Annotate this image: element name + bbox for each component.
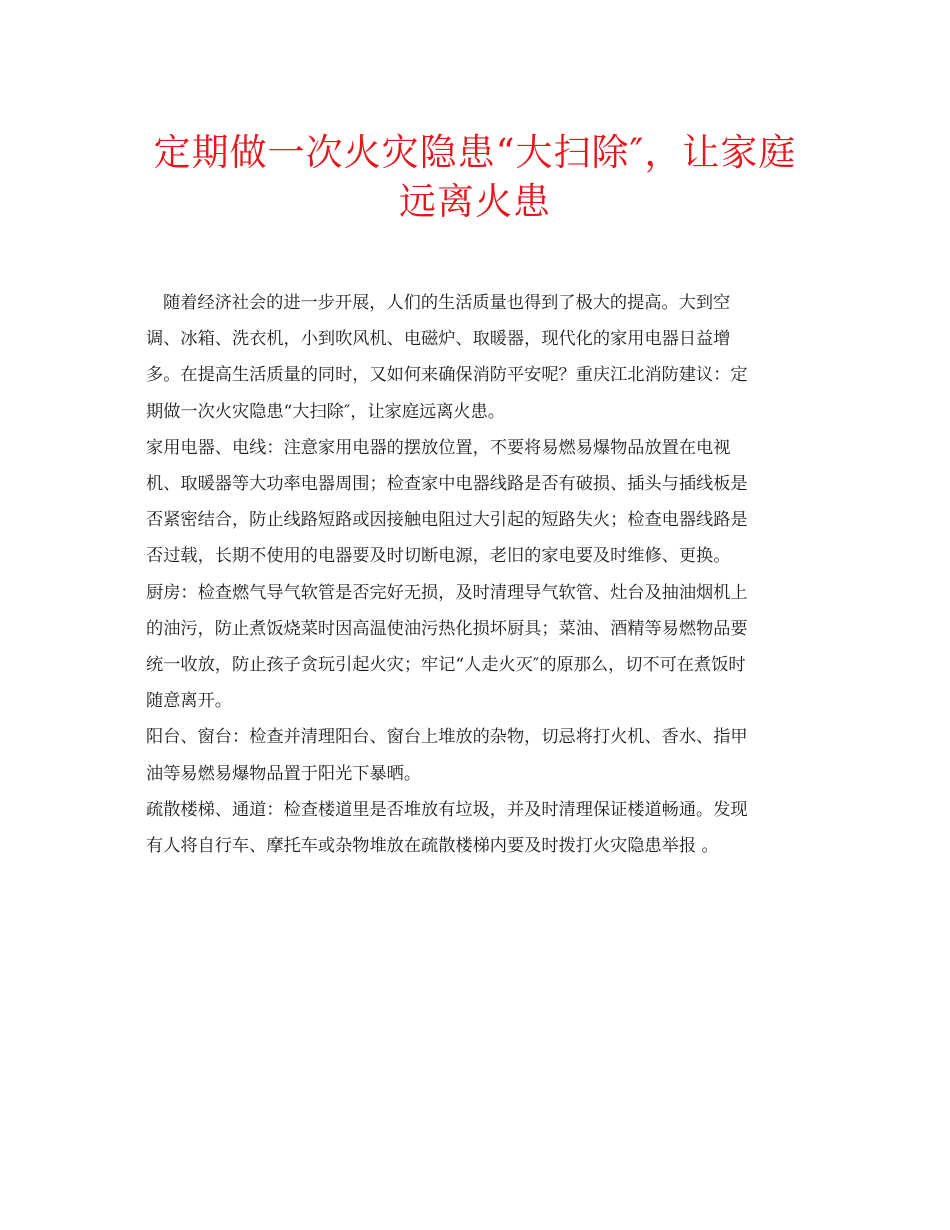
paragraph-kitchen xyxy=(146,575,816,720)
title-line-1: 定期做一次火灾隐患“大扫除″，让家庭 xyxy=(153,131,797,174)
text-line: 机、取暖器等大功率电器周围；检查家中电器线路是否有破损、插头与插线板是 xyxy=(146,474,748,495)
text-line: 油等易燃易爆物品置于阳光下暴晒。 xyxy=(146,763,422,784)
paragraph-stairs xyxy=(146,792,816,864)
text-line: 随意离开。 xyxy=(146,691,232,712)
paragraph-balcony xyxy=(146,719,816,791)
text-line: 统一收放，防止孩子贪玩引起火灾；牢记“人走火灭″的原那么，切不可在煮饭时 xyxy=(146,655,746,676)
text-line: 否紧密结合，防止线路短路或因接触电阻过大引起的短路失火；检查电器线路是 xyxy=(146,510,748,531)
text-line: 否过载，长期不使用的电器要及时切断电源，老旧的家电要及时维修、更换。 xyxy=(146,546,731,567)
text-line: 疏散楼梯、通道：检查楼道里是否堆放有垃圾，并及时清理保证楼道畅通。发现 xyxy=(146,799,748,820)
paragraph-intro xyxy=(146,285,816,430)
text-line: 阳台、窗台：检查并清理阳台、窗台上堆放的杂物，切忌将打火机、香水、指甲 xyxy=(146,727,748,748)
text-line: 家用电器、电线：注意家用电器的摆放位置，不要将易燃易爆物品放置在电视 xyxy=(146,437,731,458)
paragraph-appliances xyxy=(146,430,816,575)
text-line: 随着经济社会的进一步开展，人们的生活质量也得到了极大的提高。大到空 xyxy=(163,293,731,313)
document-body xyxy=(146,285,816,864)
text-line: 调、冰箱、洗衣机，小到吹风机、电磁炉、取暖器，现代化的家用电器日益增 xyxy=(146,329,731,350)
text-line: 期做一次火灾隐患“大扫除″，让家庭远离火患。 xyxy=(146,401,505,422)
text-line: 的油污，防止煮饭烧菜时因高温使油污热化损坏厨具；菜油、酒精等易燃物品要 xyxy=(146,618,748,639)
text-line: 厨房：检查燃气导气软管是否完好无损，及时清理导气软管、灶台及抽油烟机上 xyxy=(146,582,748,603)
title-line-2: 远离火患 xyxy=(399,180,551,223)
text-line: 多。在提高生活质量的同时，又如何来确保消防平安呢？重庆江北消防建议：定 xyxy=(146,365,748,386)
document-title xyxy=(130,128,820,226)
text-line: 有人将自行车、摩托车或杂物堆放在疏散楼梯内要及时拨打火灾隐患举报 。 xyxy=(146,836,719,857)
